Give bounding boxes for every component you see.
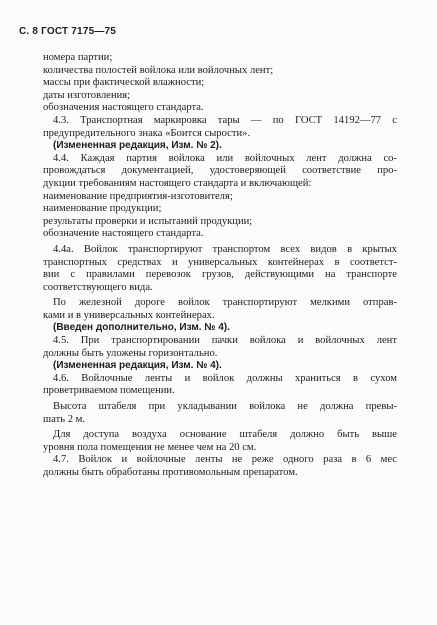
page-header: С. 8 ГОСТ 7175—75 bbox=[19, 26, 117, 37]
text-line: наименование предприятия-изготовителя; bbox=[43, 190, 233, 202]
text-line: 4.3. Транспортная маркировка тары — по ГОСТ 14192—77 с bbox=[53, 114, 397, 126]
text-line: ками и в универсальных контейнерах. bbox=[43, 309, 215, 321]
text-line: должны быть обработаны противомольным препаратом. bbox=[43, 467, 298, 478]
text-line: 4.4а. Войлок транспортируют транспортом всех видов в крытых bbox=[53, 243, 397, 255]
text-line: обозначения настоящего стандарта. bbox=[43, 102, 204, 114]
text-line: должны быть уложены горизонтально. bbox=[43, 347, 218, 359]
text-line: соответствующего вида. bbox=[43, 281, 153, 293]
text-line: проветриваемом помещении. bbox=[43, 385, 175, 397]
text-line: 4.5. При транспортировании пачки войлока и войлочных лент bbox=[53, 335, 397, 347]
text-line: уровня пола помещения не менее чем на 20 см. bbox=[43, 441, 257, 453]
text-line: вии с правилами перевозок грузов, действующими на транспорте bbox=[43, 269, 397, 281]
text-line: массы при фактической влажности; bbox=[43, 77, 205, 89]
text-line: Высота штабеля при укладывании войлока не должна превы- bbox=[53, 401, 397, 413]
text-line: 4.4. Каждая партия войлока или войлочных лент должна со- bbox=[53, 152, 397, 164]
document-body bbox=[43, 52, 397, 480]
text-line: результаты проверки и испытаний продукции; bbox=[43, 215, 253, 227]
text-line: обозначение настоящего стандарта. bbox=[43, 228, 204, 240]
text-line: 4.7. Войлок и войлочные ленты не реже одного раза в 6 мес bbox=[53, 454, 397, 466]
text-line: количества полостей войлока или войлочных лент; bbox=[43, 64, 274, 76]
text-line: 4.6. Войлочные ленты и войлок должны храниться в сухом bbox=[53, 372, 397, 384]
text-line: Для доступа воздуха основание штабеля должно быть выше bbox=[53, 429, 397, 441]
amendment-note: (Измененная редакция, Изм. № 4). bbox=[53, 360, 222, 372]
text-line: дукции требованиям настоящего стандарта и включающей: bbox=[43, 177, 312, 189]
amendment-note: (Измененная редакция, Изм. № 2). bbox=[53, 140, 222, 152]
text-line: номера партии; bbox=[43, 52, 113, 63]
text-line: По железной дороге войлок транспортируют мелкими отправ- bbox=[53, 297, 397, 309]
text-line: даты изготовления; bbox=[43, 89, 131, 101]
amendment-note: (Введен дополнительно, Изм. № 4). bbox=[53, 322, 230, 334]
text-line: шать 2 м. bbox=[43, 413, 85, 425]
text-line: транспортных средствах и универсальных контейнерах в соответст- bbox=[43, 256, 397, 268]
text-line: наименование продукции; bbox=[43, 203, 162, 215]
text-line: провождаться документацией, удостоверяющей соответствие про- bbox=[43, 165, 397, 177]
text-line: предупредительного знака «Боится сырости». bbox=[43, 127, 251, 139]
